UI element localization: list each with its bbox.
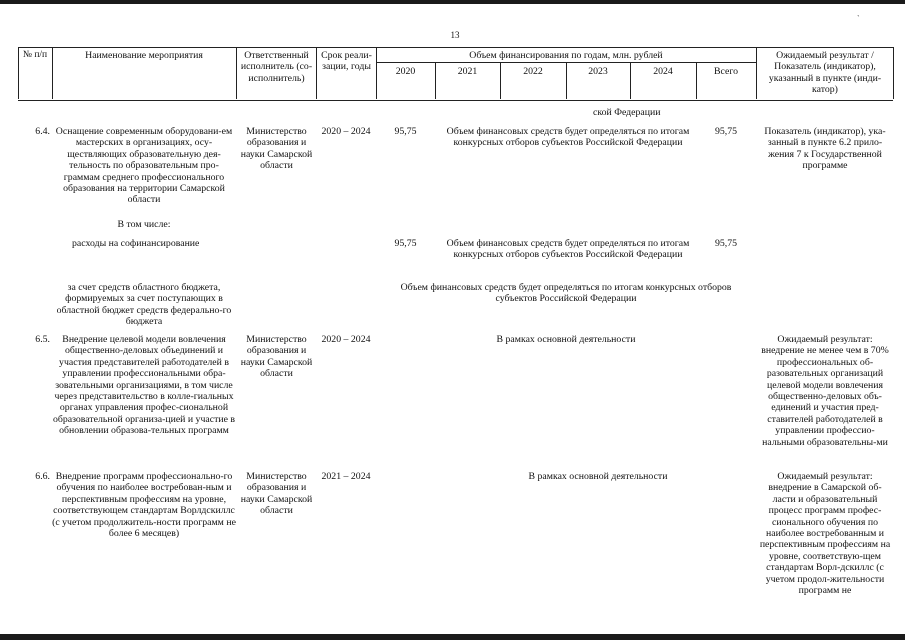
header-term: Срок реали-зации, годы bbox=[321, 50, 372, 73]
row-6-4-term: 2020 – 2024 bbox=[321, 126, 371, 137]
row-6-4-name: Оснащение современным оборудовани-ем мастерских в организациях, осу-ществляющих образовательную дея-тельность по образовательным про-граммам среднего профессионального образования на территории Самарской области bbox=[55, 126, 233, 206]
header-year-2023: 2023 bbox=[588, 66, 608, 77]
regional-budget-name: за счет средств областного бюджета, формируемых за счет поступающих в областной бюджет средств федерально-го бюджета bbox=[56, 282, 232, 328]
bottom-border bbox=[0, 634, 905, 640]
header-responsible: Ответственный исполнитель (со-исполнитель) bbox=[240, 50, 313, 84]
row-6-6-term: 2021 – 2024 bbox=[321, 471, 371, 482]
row-6-5-responsible: Министерство образования и науки Самарской области bbox=[240, 334, 313, 380]
row-6-6-result: Ожидаемый результат: внедрение в Самарской об-ласти и образовательный процесс программ профес-сионального обучения по наиболее востребованным и перспективным профессиям на уровне, соответствую-щем стандартам Ворл-дскиллс (с учетом продол-жительности программ не bbox=[759, 471, 891, 597]
row-6-6-num: 6.6. bbox=[35, 471, 50, 482]
row-6-4-2020: 95,75 bbox=[394, 126, 417, 137]
row-6-4-financing-note: Объем финансовых средств будет определяться по итогам конкурсных отборов субъектов Российской Федерации bbox=[446, 126, 690, 149]
row-6-5-num: 6.5. bbox=[35, 334, 50, 345]
cofinancing-name: расходы на софинансирование bbox=[72, 238, 200, 249]
page-number: 13 bbox=[450, 30, 460, 40]
row-6-4-total: 95,75 bbox=[714, 126, 738, 137]
row-6-4-num: 6.4. bbox=[35, 126, 50, 137]
header-financing: Объем финансирования по годам, млн. рублей bbox=[469, 50, 663, 61]
cofinancing-financing-note: Объем финансовых средств будет определяться по итогам конкурсных отборов субъектов Российской Федерации bbox=[446, 238, 690, 261]
row-6-6-name: Внедрение программ профессионально-го обучения по наиболее востребован-ным и перспективным профессиям на уровне, соответствующем стандартам Ворлдскиллс (с учетом продолжитель-ности программ не более 6 месяцев) bbox=[52, 471, 236, 540]
row-6-6-financing-note: В рамках основной деятельности bbox=[528, 471, 668, 482]
row-6-4-result: Показатель (индикатор), ука-занный в пункте 6.2 прило-жения 7 к Государственной программе bbox=[764, 126, 886, 172]
header-year-2020: 2020 bbox=[395, 66, 416, 77]
row-6-6-responsible: Министерство образования и науки Самарской области bbox=[240, 471, 313, 517]
row-6-4-responsible: Министерство образования и науки Самарской области bbox=[240, 126, 313, 172]
cofinancing-total: 95,75 bbox=[714, 238, 738, 249]
row-6-5-name: Внедрение целевой модели вовлечения общественно-деловых объединений и участия представителей работодателей в управлении профессиональными обра-зовательными организациями, в том числе через представительство в колле-гиальных органах управления профес-сиональной образовательной организа-цией и участие в обновлении образова-тельных программ bbox=[52, 334, 236, 437]
header-total: Всего bbox=[713, 66, 739, 77]
header-year-2024: 2024 bbox=[653, 66, 673, 77]
row-6-5-result: Ожидаемый результат: внедрение не менее чем в 70% профессиональных об-разовательных организаций целевой модели вовлечения общественно-деловых объ-единений и участия пред-ставителей работодателей в управлении профессио-нальными образовательны-ми bbox=[761, 334, 889, 448]
header-name: Наименование мероприятия bbox=[85, 50, 203, 61]
corner-mark: ` bbox=[857, 14, 860, 23]
continuation-text: ской Федерации bbox=[593, 107, 661, 118]
row-6-5-financing-note: В рамках основной деятельности bbox=[496, 334, 636, 345]
header-year-2021: 2021 bbox=[457, 66, 478, 77]
cofinancing-2020: 95,75 bbox=[394, 238, 417, 249]
header-year-2022: 2022 bbox=[523, 66, 543, 77]
regional-budget-financing-note: Объем финансовых средств будет определяться по итогам конкурсных отборов субъектов Российской Федерации bbox=[400, 282, 732, 305]
top-border bbox=[0, 0, 905, 4]
header-result: Ожидаемый результат / Показатель (индикатор), указанный в пункте (инди-катор) bbox=[768, 50, 882, 96]
row-6-5-term: 2020 – 2024 bbox=[321, 334, 371, 345]
header-num: № п/п bbox=[22, 50, 48, 60]
including-label: В том числе: bbox=[117, 219, 171, 230]
